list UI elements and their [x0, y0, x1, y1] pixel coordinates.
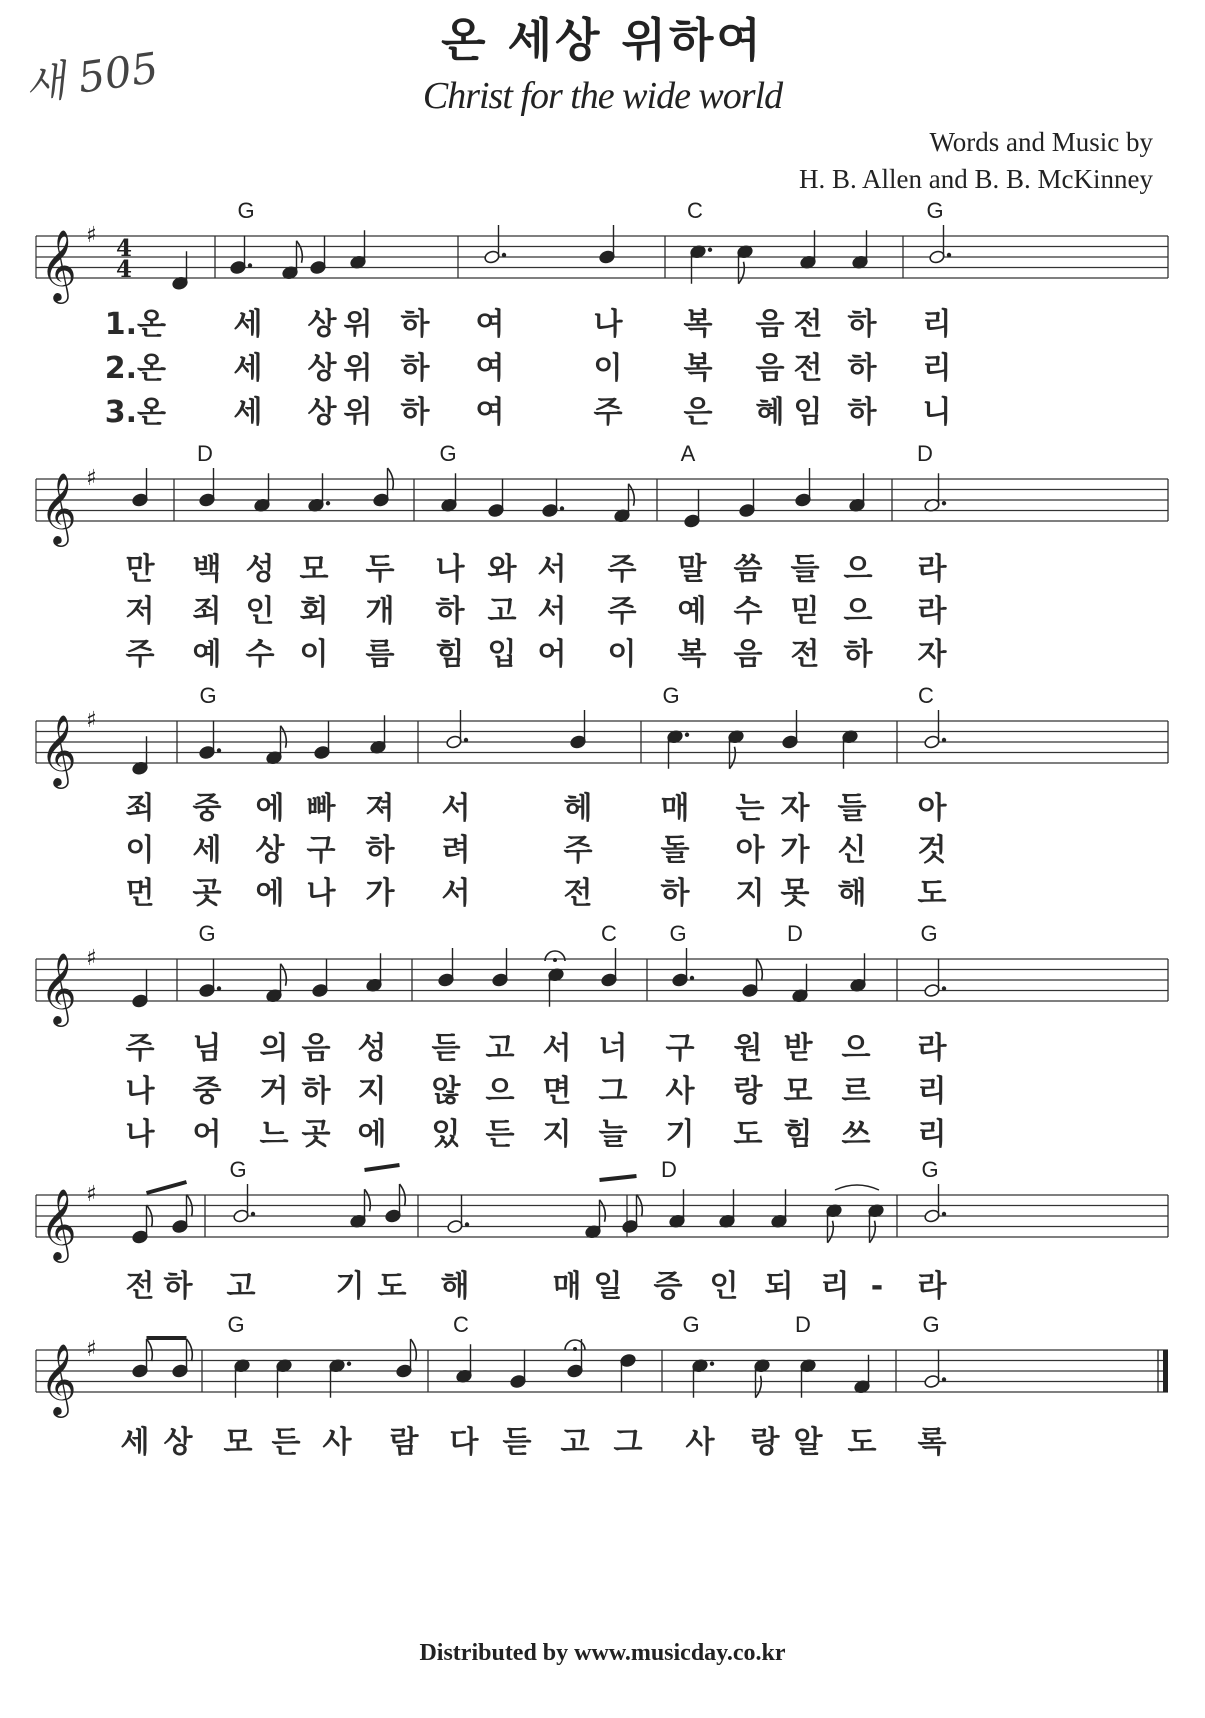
lyric-syllable: 는: [735, 791, 765, 826]
lyric-syllable: 듣: [431, 1031, 461, 1066]
note-dot: [942, 986, 946, 990]
lyric-syllable: 고: [226, 1269, 256, 1304]
lyric-syllable: 세: [120, 1425, 150, 1460]
lyric-syllable: 주: [607, 552, 637, 587]
treble-clef-icon: 𝄞: [40, 713, 77, 786]
page-title: 온 세상 위하여: [441, 13, 764, 67]
lyric-syllable: 수: [733, 594, 763, 629]
lyric-syllable: 들: [837, 791, 867, 826]
chord-symbol: G: [921, 1157, 939, 1182]
note-flag: [281, 964, 287, 986]
lyric-syllable: 저: [125, 594, 155, 629]
lyric-syllable: 죄: [192, 594, 222, 629]
lyric-syllable: 랑: [750, 1425, 780, 1460]
lyric-syllable: 서: [537, 594, 567, 629]
beam: [600, 1176, 637, 1180]
lyric-syllable: 늘: [598, 1117, 628, 1152]
chord-symbol: G: [922, 1312, 940, 1337]
note-dot: [708, 248, 712, 252]
lyric-syllable: 에: [255, 876, 285, 911]
lyric-syllable: 곳: [301, 1117, 331, 1152]
lyric-syllable: 면: [542, 1074, 572, 1109]
lyric-syllable: 자: [780, 791, 810, 826]
staff-system: [36, 198, 1168, 430]
lyric-syllable: 거: [259, 1074, 289, 1109]
note-dot: [560, 506, 564, 510]
lyric-syllable: 구: [306, 833, 336, 868]
lyric-syllable: 헤: [563, 791, 593, 826]
lyric-syllable: 기: [665, 1117, 695, 1152]
chord-symbol: D: [661, 1157, 677, 1182]
note-dot: [217, 986, 221, 990]
treble-clef-icon: 𝄞: [40, 1187, 77, 1260]
lyric-syllable: 그: [598, 1074, 628, 1109]
lyric-syllable: 이: [125, 833, 155, 868]
lyric-syllable: 세: [192, 833, 222, 868]
lyric-syllable: 에: [255, 791, 285, 826]
lyric-syllable: 전: [793, 307, 823, 342]
sharp-icon: ♯: [86, 223, 97, 248]
staff-system: [36, 441, 1168, 672]
lyric-syllable: 나: [593, 307, 623, 342]
lyric-syllable: 전: [125, 1269, 155, 1304]
lyric-syllable: 사: [322, 1425, 352, 1460]
lyric-syllable: 2.온: [104, 351, 166, 386]
lyric-syllable: 복: [683, 351, 713, 386]
chord-symbol: C: [453, 1312, 469, 1337]
lyric-syllable: 하: [435, 594, 465, 629]
lyric-syllable: 개: [365, 594, 395, 629]
lyric-syllable: 매: [660, 791, 690, 826]
lyric-syllable: 하: [847, 307, 877, 342]
lyric-syllable: 든: [485, 1117, 515, 1152]
lyric-syllable: 고: [487, 594, 517, 629]
lyric-syllable: 쓰: [841, 1117, 871, 1152]
lyric-syllable: 구: [665, 1031, 695, 1066]
lyric-syllable: 하: [660, 876, 690, 911]
lyric-syllable: 힘: [783, 1117, 813, 1152]
treble-clef-icon: 𝄞: [40, 1342, 77, 1415]
chord-symbol: G: [682, 1312, 700, 1337]
chord-symbol: G: [439, 441, 457, 466]
note-flag: [600, 1200, 606, 1222]
lyric-syllable: 말: [677, 552, 707, 587]
lyric-syllable: 은: [683, 395, 713, 430]
note-dot: [942, 738, 946, 742]
lyric-syllable: 증: [653, 1269, 683, 1304]
lyric-syllable: 서: [441, 791, 471, 826]
lyric-syllable: 으: [843, 594, 873, 629]
lyric-syllable: 라: [917, 552, 947, 587]
lyric-syllable: 라: [917, 594, 947, 629]
time-signature-bottom: 4: [115, 256, 133, 283]
chord-symbol: D: [795, 1312, 811, 1337]
lyric-syllable: 니: [922, 395, 952, 430]
lyric-syllable: 성: [357, 1031, 387, 1066]
lyric-syllable: 기: [335, 1269, 365, 1304]
lyric-syllable: 느: [259, 1117, 289, 1152]
lyric-syllable: 해: [837, 876, 867, 911]
lyric-syllable: 수: [245, 637, 275, 672]
lyric-syllable: 성: [245, 552, 275, 587]
note-flag: [629, 484, 635, 506]
note-dot: [464, 738, 468, 742]
chord-symbol: A: [680, 441, 696, 466]
lyric-syllable: 려: [441, 833, 471, 868]
chord-symbol: G: [926, 198, 944, 223]
lyric-syllable: 하: [400, 351, 430, 386]
note-dot: [502, 253, 506, 257]
lyric-syllable: 리: [922, 351, 952, 386]
lyric-syllable: 주: [607, 594, 637, 629]
staff-system: [36, 1312, 1168, 1460]
chord-symbol: D: [917, 441, 933, 466]
note-dot: [942, 1212, 946, 1216]
lyric-syllable: 복: [683, 307, 713, 342]
lyric-syllable: 알: [793, 1425, 823, 1460]
note-dot: [465, 1222, 469, 1226]
chord-symbol: G: [920, 921, 938, 946]
lyric-syllable: 3.온: [104, 395, 166, 430]
lyric-syllable: 도: [917, 876, 947, 911]
lyric-syllable: 랑: [733, 1074, 763, 1109]
treble-clef-icon: 𝄞: [40, 471, 77, 544]
note-dot: [942, 1377, 946, 1381]
lyric-syllable: 것: [917, 833, 947, 868]
lyric-syllable: 고: [560, 1425, 590, 1460]
sharp-icon: ♯: [86, 1337, 97, 1362]
lyric-syllable: 믿: [790, 594, 820, 629]
lyric-syllable: 전: [790, 637, 820, 672]
note-flag: [281, 726, 287, 748]
lyric-syllable: 자: [917, 637, 947, 672]
lyric-syllable: 들: [790, 552, 820, 587]
lyric-syllable: 해: [440, 1269, 470, 1304]
chord-symbol: G: [229, 1157, 247, 1182]
chord-symbol: G: [199, 683, 217, 708]
lyric-syllable: -: [870, 1269, 884, 1304]
lyric-syllable: 입: [487, 637, 517, 672]
lyric-syllable: 하: [843, 637, 873, 672]
lyric-syllable: 상: [307, 307, 337, 342]
lyric-syllable: 에: [357, 1117, 387, 1152]
lyric-syllable: 인: [245, 594, 275, 629]
chord-symbol: G: [237, 198, 255, 223]
lyric-syllable: 가: [780, 833, 810, 868]
note-dot: [685, 733, 689, 737]
note-dot: [690, 976, 694, 980]
credits-line-2: H. B. Allen and B. B. McKinney: [799, 164, 1153, 194]
fermata-dot: [573, 1347, 577, 1351]
lyric-syllable: 임: [793, 395, 823, 430]
lyric-syllable: 리: [922, 307, 952, 342]
lyric-syllable: 리: [820, 1269, 850, 1304]
lyric-syllable: 받: [783, 1031, 813, 1066]
lyric-syllable: 주: [593, 395, 623, 430]
lyric-syllable: 와: [487, 552, 517, 587]
lyric-syllable: 중: [192, 1074, 222, 1109]
lyric-syllable: 위: [343, 307, 373, 342]
lyric-syllable: 주: [563, 833, 593, 868]
lyric-syllable: 지: [735, 876, 765, 911]
lyric-syllable: 이: [607, 637, 637, 672]
lyric-syllable: 하: [163, 1269, 193, 1304]
lyric-syllable: 돌: [660, 833, 690, 868]
sharp-icon: ♯: [86, 946, 97, 971]
lyric-syllable: 고: [485, 1031, 515, 1066]
lyric-syllable: 모: [299, 552, 329, 587]
note-dot: [942, 501, 946, 505]
lyric-syllable: 모: [783, 1074, 813, 1109]
chord-symbol: G: [198, 921, 216, 946]
lyric-syllable: 신: [837, 833, 867, 868]
lyric-syllable: 도: [377, 1269, 407, 1304]
lyric-syllable: 리: [917, 1117, 947, 1152]
lyric-syllable: 인: [709, 1269, 739, 1304]
note-dot: [347, 1362, 351, 1366]
treble-clef-icon: 𝄞: [40, 951, 77, 1024]
lyric-syllable: 힘: [435, 637, 465, 672]
lyric-syllable: 음: [733, 637, 763, 672]
lyric-syllable: 그: [613, 1425, 643, 1460]
note-dot: [248, 263, 252, 267]
lyric-syllable: 여: [475, 351, 505, 386]
chord-symbol: D: [787, 921, 803, 946]
chord-symbol: C: [601, 921, 617, 946]
lyric-syllable: 아: [917, 791, 947, 826]
lyric-syllable: 사: [685, 1425, 715, 1460]
lyric-syllable: 이: [593, 351, 623, 386]
lyric-syllable: 중: [192, 791, 222, 826]
lyric-syllable: 일: [593, 1269, 623, 1304]
lyric-syllable: 의: [259, 1031, 289, 1066]
lyric-syllable: 음: [301, 1031, 331, 1066]
lyric-syllable: 상: [255, 833, 285, 868]
chord-symbol: G: [669, 921, 687, 946]
footer-distribution: Distributed by www.musicday.co.kr: [419, 1640, 786, 1666]
lyric-syllable: 예: [677, 594, 707, 629]
lyric-syllable: 있: [431, 1117, 461, 1152]
lyric-syllable: 먼: [125, 876, 155, 911]
lyric-syllable: 곳: [192, 876, 222, 911]
lyric-syllable: 복: [677, 637, 707, 672]
lyric-syllable: 라: [917, 1269, 947, 1304]
lyric-syllable: 위: [343, 351, 373, 386]
lyric-syllable: 사: [665, 1074, 695, 1109]
page-subtitle: Christ for the wide world: [422, 75, 783, 117]
beam: [147, 1182, 187, 1193]
note-dot: [326, 501, 330, 505]
lyric-syllable: 백: [192, 552, 222, 587]
lyric-syllable: 혜: [755, 395, 785, 430]
lyric-syllable: 씀: [733, 552, 763, 587]
note-dot: [217, 748, 221, 752]
note-flag: [297, 241, 303, 263]
lyric-syllable: 예: [192, 637, 222, 672]
lyric-syllable: 하: [365, 833, 395, 868]
lyric-syllable: 으: [843, 552, 873, 587]
handwritten-hymn-number: 새 505: [21, 42, 162, 111]
lyric-syllable: 하: [400, 395, 430, 430]
note-flag: [730, 747, 736, 769]
beam: [365, 1165, 400, 1170]
lyric-syllable: 으: [485, 1074, 515, 1109]
lyric-syllable: 하: [847, 351, 877, 386]
lyric-syllable: 상: [307, 395, 337, 430]
lyric-syllable: 원: [733, 1031, 763, 1066]
lyric-syllable: 람: [389, 1425, 419, 1460]
lyric-syllable: 너: [598, 1031, 628, 1066]
lyric-syllable: 되: [764, 1269, 794, 1304]
lyric-syllable: 리: [917, 1074, 947, 1109]
lyric-syllable: 나: [125, 1117, 155, 1152]
lyric-syllable: 세: [233, 307, 263, 342]
sharp-icon: ♯: [86, 1182, 97, 1207]
lyric-syllable: 전: [563, 876, 593, 911]
final-barline-thick: [1163, 1350, 1168, 1392]
lyric-syllable: 아: [735, 833, 765, 868]
lyric-syllable: 여: [475, 307, 505, 342]
note-dot: [710, 1362, 714, 1366]
note-dot: [947, 253, 951, 257]
fermata-dot: [553, 958, 557, 962]
lyric-syllable: 전: [793, 351, 823, 386]
lyric-syllable: 빠: [306, 791, 336, 826]
note-dot: [251, 1212, 255, 1216]
sharp-icon: ♯: [86, 708, 97, 733]
lyric-syllable: 상: [163, 1425, 193, 1460]
chord-symbol: G: [662, 683, 680, 708]
lyric-syllable: 주: [125, 637, 155, 672]
lyric-syllable: 서: [542, 1031, 572, 1066]
lyric-syllable: 다: [449, 1425, 479, 1460]
sharp-icon: ♯: [86, 466, 97, 491]
lyric-syllable: 만: [125, 552, 155, 587]
lyric-syllable: 모: [223, 1425, 253, 1460]
lyric-syllable: 님: [192, 1031, 222, 1066]
chord-symbol: C: [918, 683, 934, 708]
note-flag: [756, 1376, 762, 1398]
lyric-syllable: 어: [537, 637, 567, 672]
staff-system: [36, 921, 1168, 1152]
lyric-syllable: 나: [306, 876, 336, 911]
lyric-syllable: 못: [780, 876, 810, 911]
lyric-syllable: 1.온: [104, 307, 166, 342]
chord-symbol: G: [227, 1312, 245, 1337]
lyric-syllable: 도: [847, 1425, 877, 1460]
lyric-syllable: 서: [537, 552, 567, 587]
treble-clef-icon: 𝄞: [40, 228, 77, 301]
lyric-syllable: 르: [841, 1074, 871, 1109]
lyric-syllable: 하: [400, 307, 430, 342]
lyric-syllable: 지: [357, 1074, 387, 1109]
lyric-syllable: 죄: [125, 791, 155, 826]
lyric-syllable: 음: [755, 307, 785, 342]
lyric-syllable: 으: [841, 1031, 871, 1066]
lyric-syllable: 나: [125, 1074, 155, 1109]
lyric-syllable: 라: [917, 1031, 947, 1066]
note-flag: [365, 1189, 371, 1211]
lyric-syllable: 세: [233, 351, 263, 386]
lyric-syllable: 세: [233, 395, 263, 430]
lyric-syllable: 가: [365, 876, 395, 911]
lyric-syllable: 든: [271, 1425, 301, 1460]
lyric-syllable: 져: [365, 791, 395, 826]
lyric-syllable: 하: [301, 1074, 331, 1109]
note-flag: [739, 262, 745, 284]
lyric-syllable: 않: [431, 1074, 461, 1109]
lyric-syllable: 여: [475, 395, 505, 430]
staff-system: [36, 683, 1168, 911]
credits-line-1: Words and Music by: [929, 127, 1153, 157]
lyric-syllable: 하: [847, 395, 877, 430]
lyric-syllable: 듣: [502, 1425, 532, 1460]
lyric-syllable: 어: [192, 1117, 222, 1152]
time-signature-top: 4: [115, 235, 133, 262]
lyric-syllable: 위: [343, 395, 373, 430]
lyric-syllable: 상: [307, 351, 337, 386]
lyric-syllable: 음: [755, 351, 785, 386]
lyric-syllable: 주: [125, 1031, 155, 1066]
lyric-syllable: 지: [542, 1117, 572, 1152]
lyric-syllable: 름: [365, 637, 395, 672]
lyric-syllable: 매: [552, 1269, 582, 1304]
lyric-syllable: 두: [365, 552, 395, 587]
lyric-syllable: 회: [299, 594, 329, 629]
lyric-syllable: 이: [299, 637, 329, 672]
lyric-syllable: 서: [441, 876, 471, 911]
note-flag: [828, 1221, 834, 1243]
chord-symbol: C: [687, 198, 703, 223]
lyric-syllable: 록: [917, 1425, 947, 1460]
note-flag: [870, 1221, 876, 1243]
lyric-syllable: 나: [435, 552, 465, 587]
chord-symbol: D: [197, 441, 213, 466]
lyric-syllable: 도: [733, 1117, 763, 1152]
tie: [835, 1185, 879, 1190]
